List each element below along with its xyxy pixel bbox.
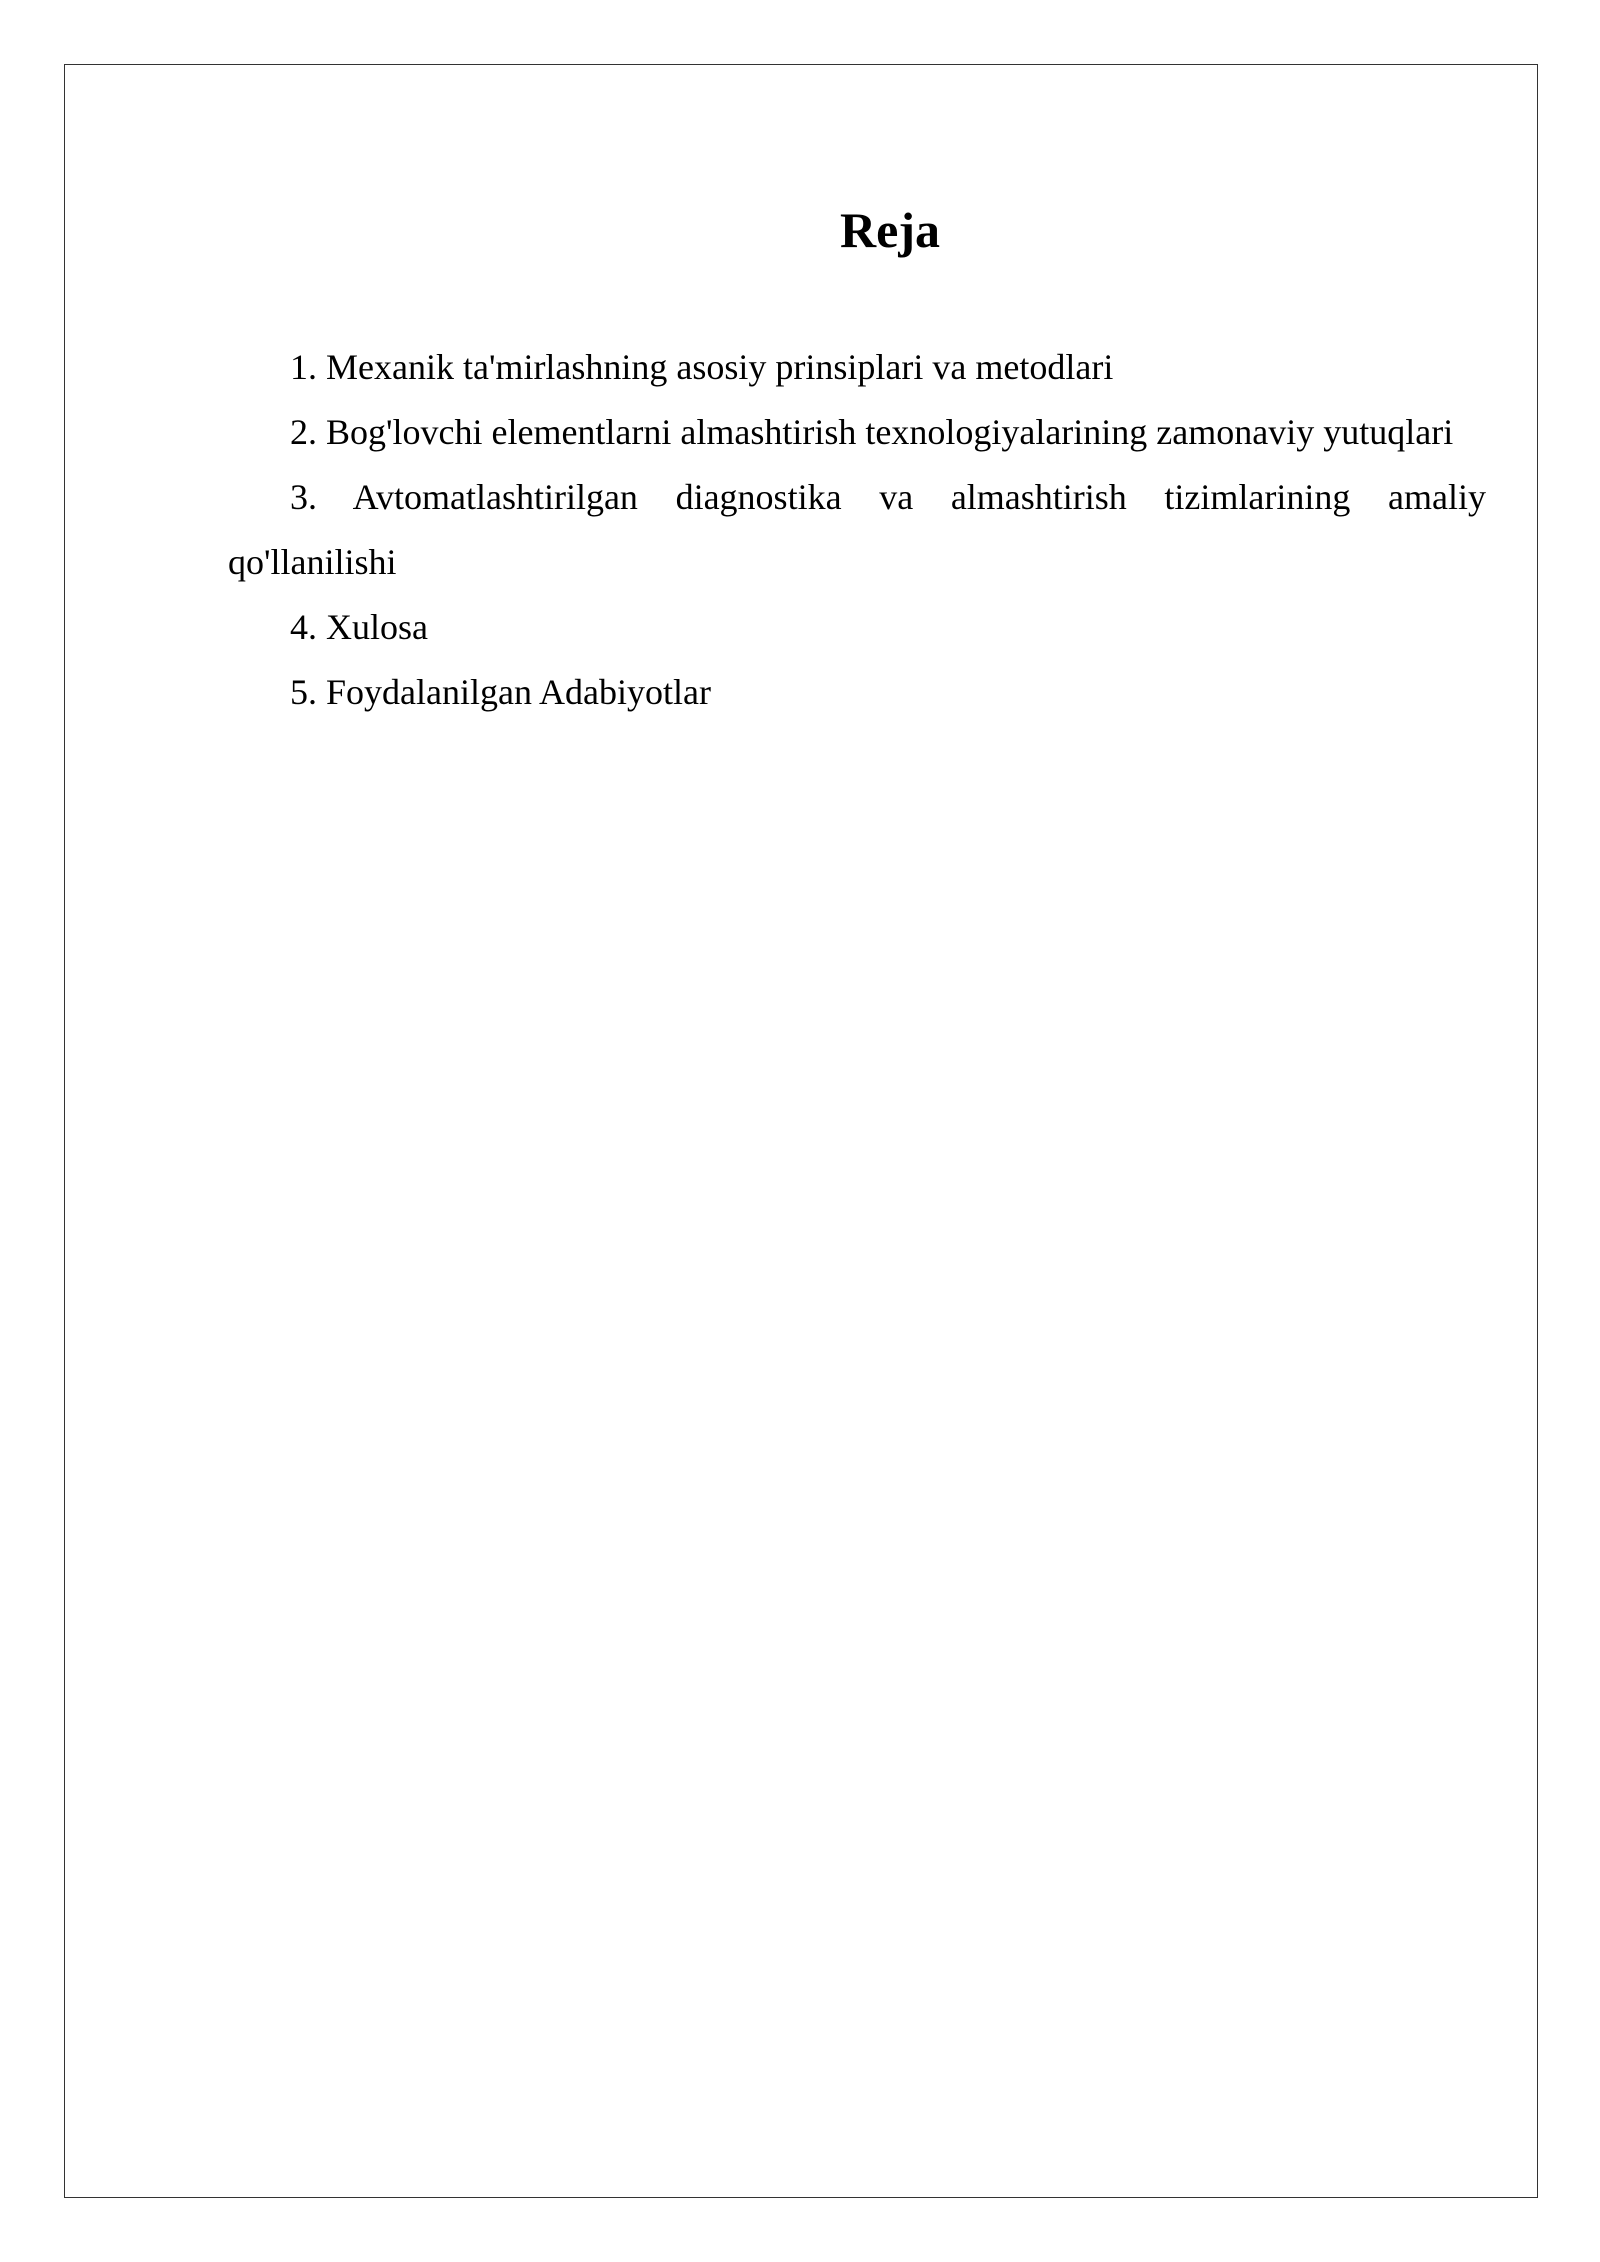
plan-item-2: 2. Bog'lovchi elementlarni almashtirish texnologiyalarining zamonaviy yutuqlari [290,412,1454,452]
plan-list [228,335,1486,725]
plan-item-1: 1. Mexanik ta'mirlashning asosiy prinsiplari va metodlari [290,347,1114,387]
plan-item-5: 5. Foydalanilgan Adabiyotlar [290,672,711,712]
plan-item-3: 3. Avtomatlashtirilgan diagnostika va almashtirish tizimlarining amaliy qo'llanilishi [228,477,1486,582]
plan-item-4: 4. Xulosa [290,607,428,647]
page-title: Reja [840,202,940,258]
